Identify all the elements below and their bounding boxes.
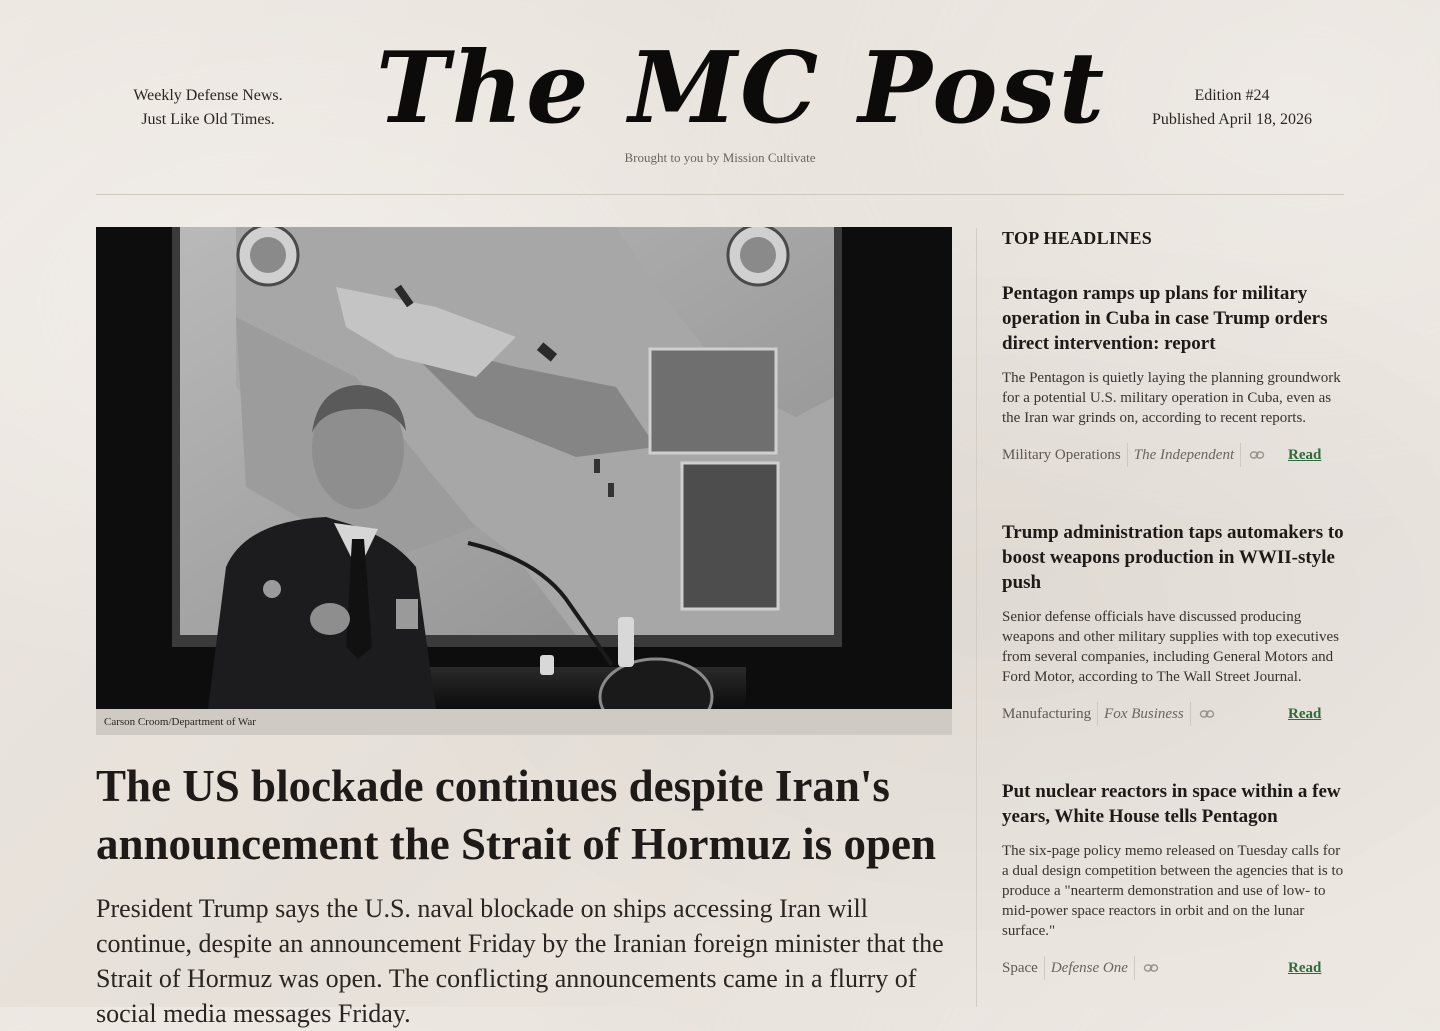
byline: Brought to you by Mission Cultivate — [624, 150, 816, 165]
article-category: Space — [1002, 956, 1045, 980]
article-category: Manufacturing — [1002, 702, 1098, 726]
main-story-dek: President Trump says the U.S. naval blockade on ships accessing Iran will continue, despite an announcement Friday by the Iranian foreign minister that the Strait of Hormuz was open. The conflicting announcements came in a flurry of social media messages Friday. — [96, 894, 944, 1028]
article-title[interactable]: Trump administration taps automakers to boost weapons production in WWII-style push — [1002, 522, 1344, 593]
sidebar-title: TOP HEADLINES — [1002, 228, 1153, 248]
article-summary: Senior defense officials have discussed producing weapons and other military supplies with top executives from several companies, including General Motors and Ford Motor, according to The Wall Street Journal. — [1002, 609, 1340, 685]
article-source: The Independent — [1128, 443, 1241, 467]
article-meta — [1002, 701, 1344, 727]
top-headlines-sidebar — [1002, 227, 1344, 976]
link-icon[interactable] — [1249, 447, 1265, 463]
article-summary: The Pentagon is quietly laying the planning groundwork for a potential U.S. military operation in Cuba, even as the Iran war grinds on, according to recent reports. — [1002, 370, 1341, 426]
masthead — [96, 0, 1344, 195]
published-date: Published April 18, 2026 — [1151, 111, 1312, 128]
briefing-photo-illustration — [96, 227, 952, 709]
link-icon[interactable] — [1199, 706, 1215, 722]
tagline-line-2: Just Like Old Times. — [141, 111, 275, 128]
tagline-line-1: Weekly Defense News. — [133, 87, 283, 104]
read-link[interactable]: Read — [1288, 959, 1322, 976]
article-meta — [1002, 955, 1344, 981]
article-category: Military Operations — [1002, 443, 1128, 467]
headline-article-1 — [1002, 281, 1344, 468]
column-divider — [976, 228, 977, 1007]
article-title[interactable]: Pentagon ramps up plans for military operation in Cuba in case Trump orders direct intervention: report — [1002, 283, 1328, 354]
brand-logo[interactable]: The MC Post — [376, 31, 1108, 146]
link-icon[interactable] — [1143, 960, 1159, 976]
article-title[interactable]: Put nuclear reactors in space within a few years, White House tells Pentagon — [1002, 781, 1341, 827]
read-link[interactable]: Read — [1288, 705, 1322, 722]
main-story-photo[interactable] — [96, 227, 952, 709]
edition-number: Edition #24 — [1194, 87, 1270, 104]
article-source: Fox Business — [1098, 702, 1191, 726]
photo-credit: Carson Croom/Department of War — [96, 709, 952, 735]
read-link[interactable]: Read — [1288, 446, 1322, 463]
tagline — [96, 84, 320, 132]
headline-article-3 — [1002, 779, 1344, 981]
article-meta — [1002, 442, 1344, 468]
headline-article-2 — [1002, 520, 1344, 727]
article-source: Defense One — [1045, 956, 1135, 980]
article-summary: The six-page policy memo released on Tuesday calls for a dual design competition between the agencies that is to produce a "nearterm demonstration and use of low- to mid-power space reactors in orbit and on the lunar surface." — [1002, 843, 1344, 939]
edition-info — [1120, 84, 1344, 132]
main-story — [96, 227, 952, 1031]
main-story-headline[interactable]: The US blockade continues despite Iran's announcement the Strait of Hormuz is open — [96, 761, 936, 869]
